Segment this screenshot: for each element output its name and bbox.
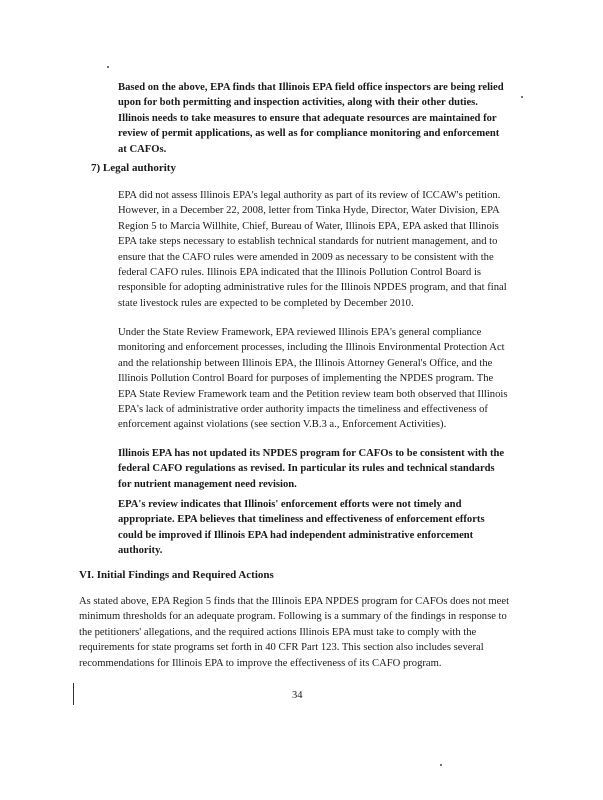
scan-speck [440, 764, 442, 766]
section-vi-paragraph: As stated above, EPA Region 5 finds that the Illinois EPA NPDES program for CAFOs does not meet minimum thresholds for an adequate program. Following is a summary of the findings in response to the petitioners' allegations, and the required actions Illinois EPA must take to comply with the requirements for state programs set forth in 40 CFR Part 123. This section also includes several recommendations for Illinois EPA to improve the effectiveness of its CAFO program. [79, 596, 510, 669]
scan-speck [107, 66, 109, 68]
section-7-heading: 7) Legal authority [91, 162, 176, 174]
section-7-finding-2: EPA's review indicates that Illinois' enforcement efforts were not timely and appropriate. EPA believes that timeliness and effectiveness of enforcement efforts could be improved if Illinois EPA had independent administrative enforcement authority. [118, 499, 485, 557]
margin-change-bar [73, 683, 74, 705]
scan-speck [521, 96, 523, 98]
page-number: 34 [292, 690, 303, 701]
section-7-paragraph-2: Under the State Review Framework, EPA reviewed Illinois EPA's general compliance monitoring and enforcement processes, including the Illinois Environmental Protection Act and the relationship between Illinois EPA, the Illinois Attorney General's Office, and the Illinois Pollution Control Board for purposes of implementing the NPDES program. The EPA State Review Framework team and the Petition review team both observed that Illinois EPA's lack of administrative order authority impacts the timeliness and effectiveness of enforcement against violations (see section V.B.3 a., Enforcement Activities). [118, 327, 508, 431]
section-7-finding-1: Illinois EPA has not updated its NPDES program for CAFOs to be consistent with the federal CAFO regulations as revised. In particular its rules and technical standards for nutrient management need revision. [118, 448, 505, 490]
intro-paragraph: Based on the above, EPA finds that Illinois EPA field office inspectors are being relied upon for both permitting and inspection activities, along with their other duties. Illinois needs to take measures to ensure that adequate resources are maintained for review of permit applications, as well as for compliance monitoring and enforcement at CAFOs. [118, 82, 504, 155]
section-7-paragraph-1: EPA did not assess Illinois EPA's legal authority as part of its review of ICCAW's petition. However, in a December 22, 2008, letter from Tinka Hyde, Director, Water Division, EPA Region 5 to Marcia Willhite, Chief, Bureau of Water, Illinois EPA, EPA asked that Illinois EPA take steps necessary to establish technical standards for nutrient management, and to ensure that the CAFO rules were amended in 2009 as necessary to be consistent with the federal CAFO rules. Illinois EPA indicated that the Illinois Pollution Control Board is responsible for adopting administrative rules for the Illinois NPDES program, and that final state livestock rules are expected to be completed by December 2010. [118, 190, 507, 309]
section-vi-heading: VI. Initial Findings and Required Actions [79, 569, 274, 581]
